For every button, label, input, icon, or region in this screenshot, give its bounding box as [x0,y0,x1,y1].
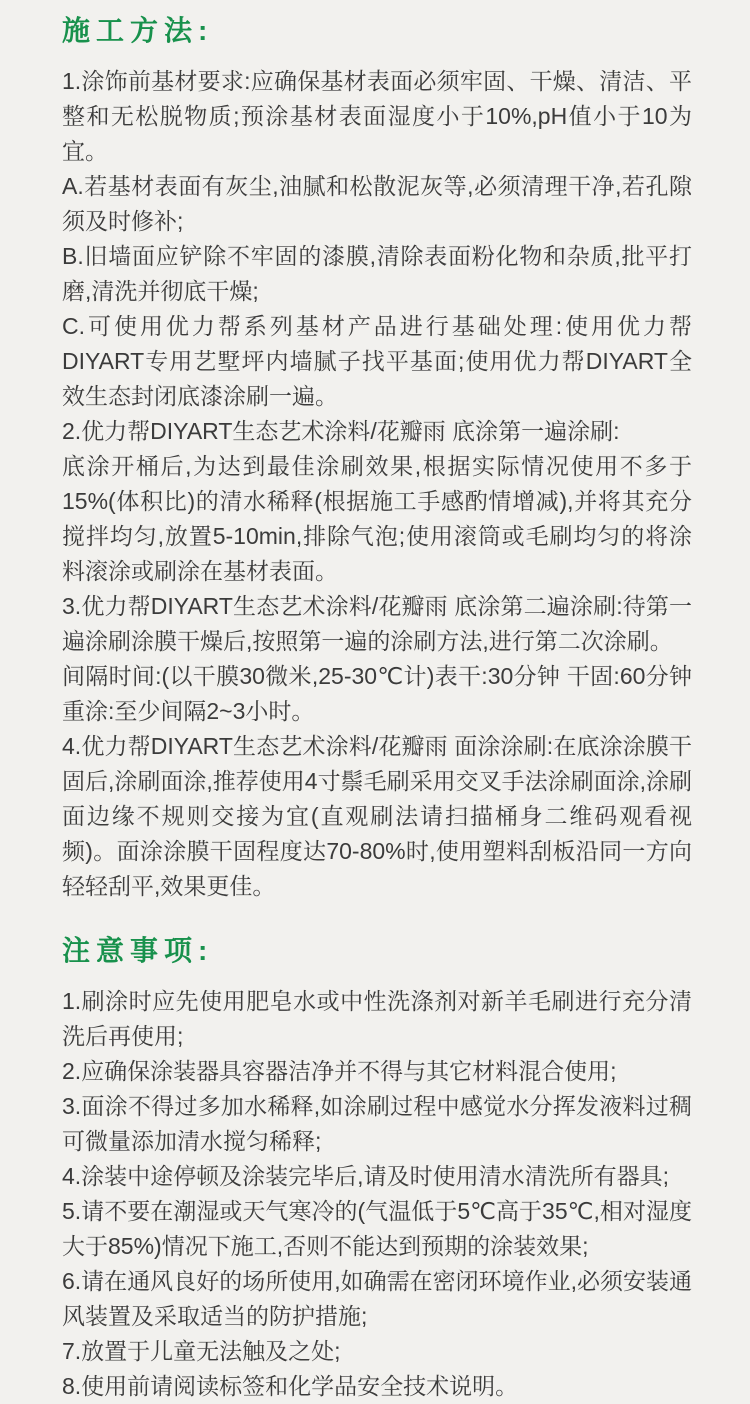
paragraph-first-primer-coat-title: 2.优力帮DIYART生态艺术涂料/花瓣雨 底涂第一遍涂刷: [62,418,620,444]
paragraph-second-primer-coat: 3.优力帮DIYART生态艺术涂料/花瓣雨 底涂第二遍涂刷:待第一遍涂刷涂膜干燥后,按照第一遍的涂刷方法,进行第二次涂刷。 [62,593,692,654]
precaution-clean-containers: 2.应确保涂装器具容器洁净并不得与其它材料混合使用; [62,1058,617,1084]
paragraph-step-b: B.旧墙面应铲除不牢固的漆膜,清除表面粉化物和杂质,批平打磨,清洗并彻底干燥; [62,243,692,304]
precaution-rinse-tools: 4.涂装中途停顿及涂装完毕后,请及时使用清水清洗所有器具; [62,1163,669,1189]
paragraph-step-a: A.若基材表面有灰尘,油腻和松散泥灰等,必须清理干净,若孔隙须及时修补; [62,173,692,234]
precautions-body [62,984,692,1404]
paragraph-step-c: C.可使用优力帮系列基材产品进行基础处理:使用优力帮DIYART专用艺墅坪内墙腻子找平基面;使用优力帮DIYART全效生态封闭底漆涂刷一遍。 [62,313,692,409]
precaution-keep-from-children: 7.放置于儿童无法触及之处; [62,1338,341,1364]
precaution-clean-new-brush: 1.刷涂时应先使用肥皂水或中性洗涤剂对新羊毛刷进行充分清洗后再使用; [62,988,692,1049]
construction-method-body [62,64,692,904]
paragraph-drying-intervals: 间隔时间:(以干膜30微米,25-30℃计)表干:30分钟 干固:60分钟 重涂:至少间隔2~3小时。 [62,663,692,724]
precautions-heading: 注意事项: [62,935,214,966]
construction-method-heading: 施工方法: [62,15,214,46]
precaution-weather-conditions: 5.请不要在潮湿或天气寒冷的(气温低于5℃高于35℃,相对湿度大于85%)情况下施工,否则不能达到预期的涂装效果; [62,1198,692,1259]
section-precautions [62,934,692,1404]
paragraph-substrate-requirements: 1.涂饰前基材要求:应确保基材表面必须牢固、干燥、清洁、平整和无松脱物质;预涂基材表面湿度小于10%,pH值小于10为宜。 [62,68,692,164]
paragraph-first-primer-coat-detail: 底涂开桶后,为达到最佳涂刷效果,根据实际情况使用不多于15%(体积比)的清水稀释(根据施工手感酌情增减),并将其充分搅拌均匀,放置5-10min,排除气泡;使用滚筒或毛刷均匀的将涂料滚涂或刷涂在基材表面。 [62,453,692,584]
precaution-ventilation: 6.请在通风良好的场所使用,如确需在密闭环境作业,必须安装通风装置及采取适当的防护措施; [62,1268,692,1329]
precaution-read-label: 8.使用前请阅读标签和化学品安全技术说明。 [62,1373,519,1399]
precaution-dilution-limit: 3.面涂不得过多加水稀释,如涂刷过程中感觉水分挥发液料过稠可微量添加清水搅匀稀释; [62,1093,692,1154]
paragraph-topcoat-application: 4.优力帮DIYART生态艺术涂料/花瓣雨 面涂涂刷:在底涂涂膜干固后,涂刷面涂,推荐使用4寸鬃毛刷采用交叉手法涂刷面涂,涂刷面边缘不规则交接为宜(直观刷法请扫描桶身二维码观看视频)。面涂涂膜干固程度达70-80%时,使用塑料刮板沿同一方向轻轻刮平,效果更佳。 [62,733,692,899]
section-construction-method [62,14,692,904]
